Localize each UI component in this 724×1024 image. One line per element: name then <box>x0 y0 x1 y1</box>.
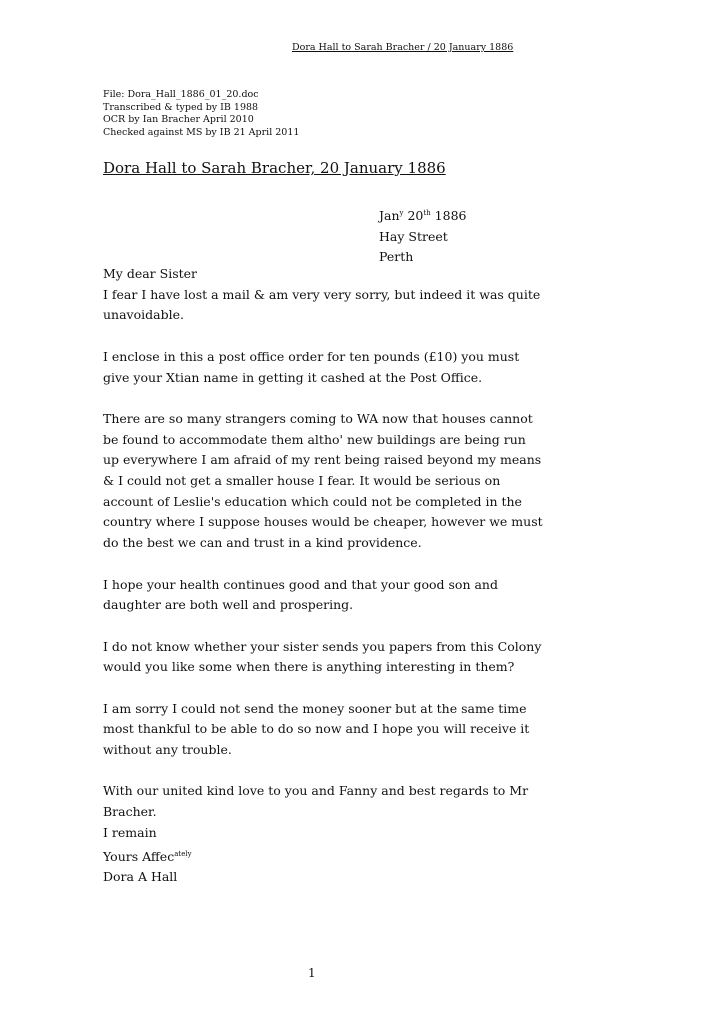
paragraph-line: I enclose in this a post office order for ten pounds (£10) you must <box>103 348 520 364</box>
paragraph-line: unavoidable. <box>103 307 184 323</box>
paragraph-line: I fear I have lost a mail & am very very sorry, but indeed it was quite <box>103 286 541 302</box>
paragraph <box>103 575 543 616</box>
paragraph-line: country where I suppose houses would be cheaper, however we must <box>103 514 543 530</box>
paragraph <box>103 285 543 326</box>
paragraph <box>103 409 543 554</box>
paragraph-line: There are so many strangers coming to WA now that houses cannot <box>103 410 533 426</box>
letter-body <box>103 264 543 888</box>
paragraph-line: Bracher. <box>103 804 157 820</box>
paragraph-line: account of Leslie's education which could not be completed in the <box>103 493 522 509</box>
file-info-line: OCR by Ian Bracher April 2010 <box>103 114 254 125</box>
paragraph-line: would you like some when there is anything interesting in them? <box>103 659 515 675</box>
paragraph-line: be found to accommodate them altho' new buildings are being run <box>103 431 526 447</box>
file-info <box>103 89 299 139</box>
paragraph-line: without any trouble. <box>103 742 232 758</box>
letter-date: Jan$^y$ 20th 1886 <box>379 208 467 224</box>
file-info-line: File: Dora_Hall_1886_01_20.doc <box>103 89 259 100</box>
file-info-line: Transcribed & typed by IB 1988 <box>103 101 259 113</box>
document-title: Dora Hall to Sarah Bracher, 20 January 1886 <box>103 159 446 177</box>
paragraph-line: With our united kind love to you and Fanny and best regards to Mr <box>103 783 529 799</box>
paragraph <box>103 347 543 388</box>
paragraph <box>103 699 543 761</box>
paragraph-line: give your Xtian name in getting it cashed at the Post Office. <box>103 369 483 385</box>
paragraph-line: daughter are both well and prospering. <box>103 597 354 613</box>
paragraph-line: I am sorry I could not send the money sooner but at the same time <box>103 700 527 716</box>
file-info-line: Checked against MS by IB 21 April 2011 <box>103 126 300 138</box>
paragraph-line: most thankful to be able to do so now and I hope you will receive it <box>103 721 530 737</box>
address-city: Perth <box>379 249 414 265</box>
paragraph-line: & I could not get a smaller house I fear. It would be serious on <box>103 473 501 488</box>
closing: I remain <box>103 824 157 840</box>
paragraph-line: do the best we can and trust in a kind providence. <box>103 535 422 551</box>
running-header: Dora Hall to Sarah Bracher / 20 January 1886 <box>292 42 514 53</box>
salutation: My dear Sister <box>103 266 198 281</box>
paragraph-line: I hope your health continues good and that your good son and <box>103 576 498 592</box>
page-number: 1 <box>308 966 316 980</box>
paragraph <box>103 637 543 678</box>
paragraph <box>103 781 543 822</box>
signature: Dora A Hall <box>103 869 178 885</box>
letter-address <box>379 203 467 268</box>
valediction: Yours Affec$^{ately}$ <box>103 848 192 864</box>
paragraph-line: up everywhere I am afraid of my rent being raised beyond my means <box>103 452 542 468</box>
address-street: Hay Street <box>379 228 448 244</box>
paragraph-line: I do not know whether your sister sends you papers from this Colony <box>103 638 542 654</box>
